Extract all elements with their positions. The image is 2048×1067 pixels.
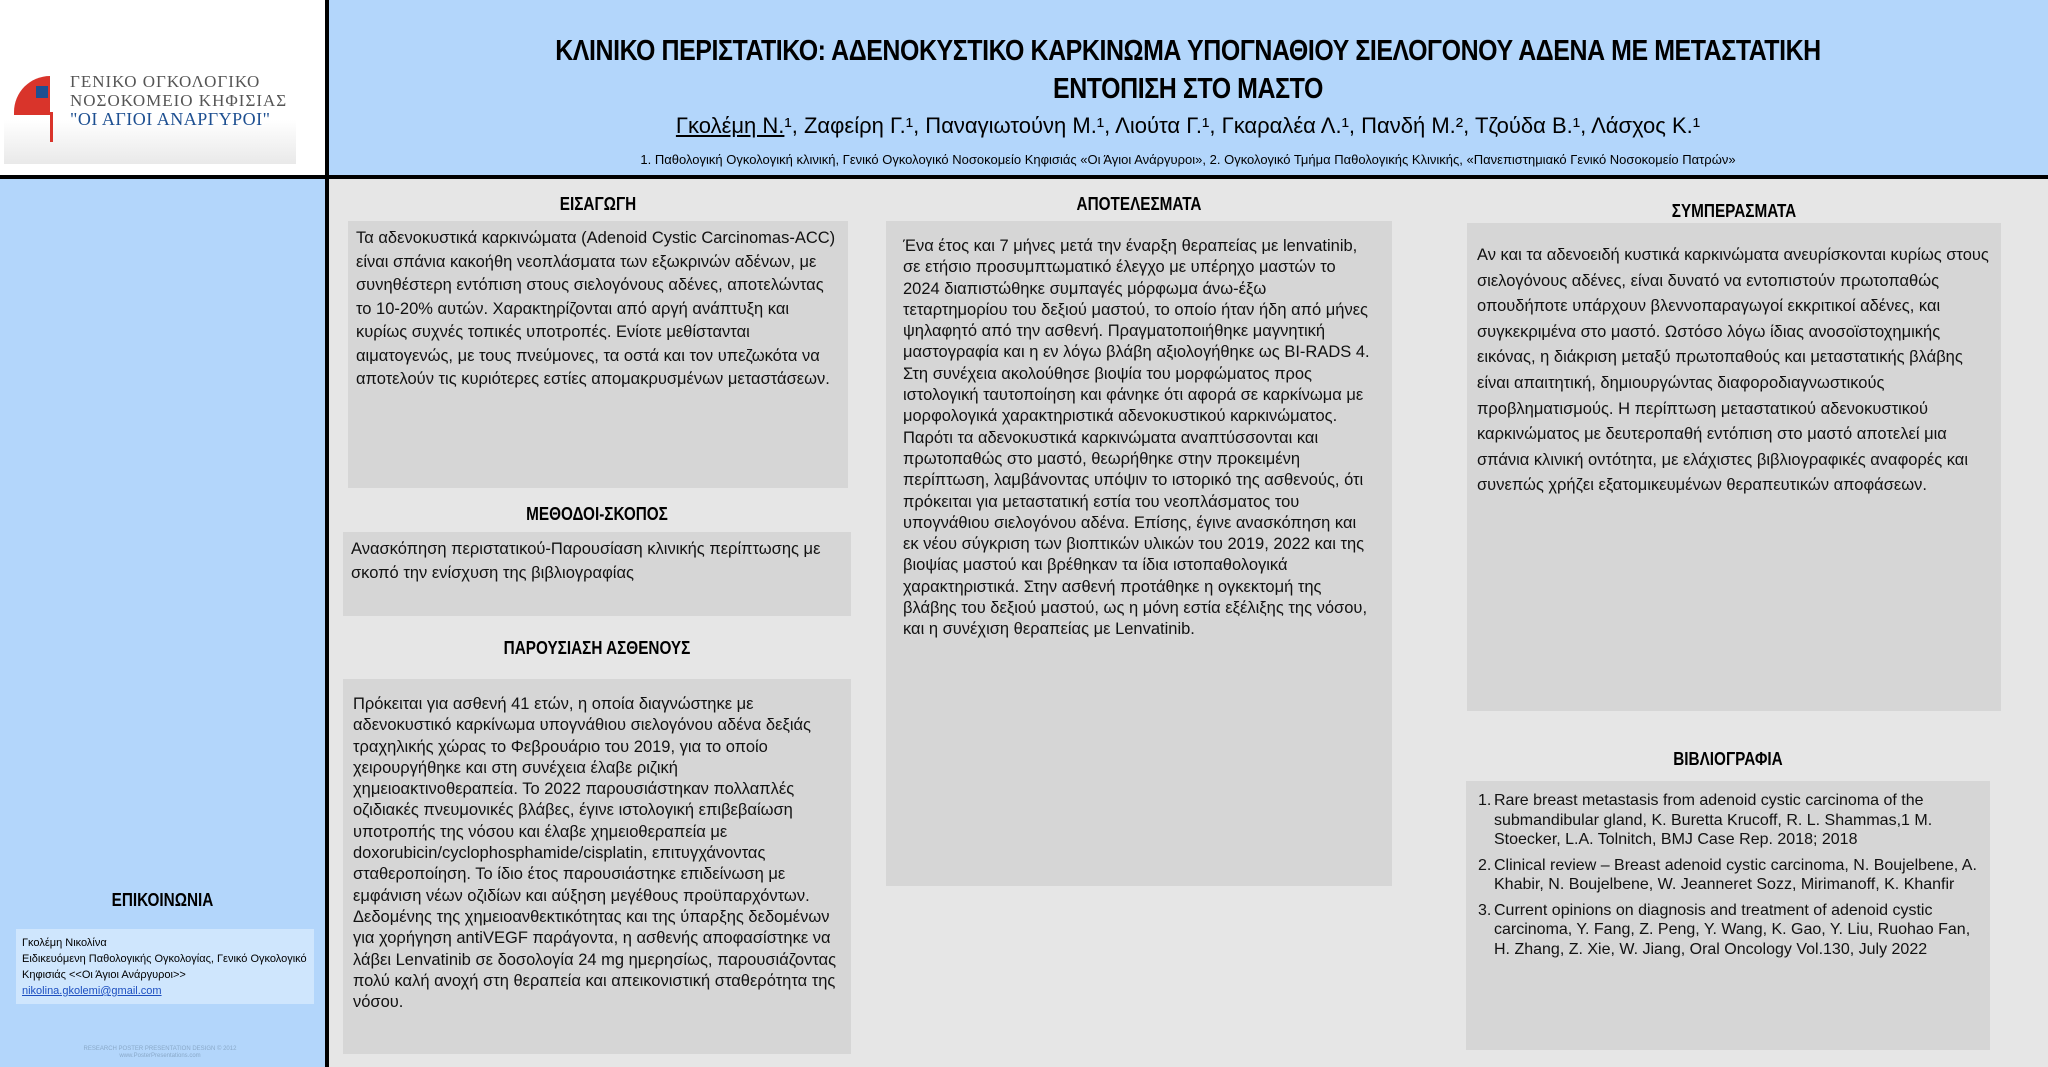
conclusions-text: Αν και τα αδενοειδή κυστικά καρκινώματα ανευρίσκονται κυρίως στους σιελογόνους αδένες, είναι δυνατό να εντοπιστούν πρωτοπαθώς οπουδήποτε υπάρχουν βλεννοπαραγωγοί εκκριτικοί αδένες, και συγκεκριμένα στο μαστό. Ωστόσο λόγω ίδιας ανοσοϊστοχημικής εικόνας, η διάκριση μεταξύ πρωτοπαθούς και μεταστατικής βλάβης είναι απαιτητική, δημιουργώντας διαφοροδιαγνωστικούς προβληματισμούς. Η περίπτωση μεταστατικού αδενοκυστικού καρκινώματος με δευτεροπαθή εντόπιση στο μαστό αποτελεί μια σπάνια κλινική οντότητα, με ελάχιστες βιβλιογραφικές αναφορές και συνεπώς χρήζει εξατομικευμένων θεραπευτικών αποφάσεων. xyxy=(1477,246,1989,495)
reference-item xyxy=(1478,791,1978,850)
reference-number: 1. xyxy=(1478,792,1492,809)
reference-number: 3. xyxy=(1478,901,1492,919)
contact-box xyxy=(16,929,314,1004)
patient-box xyxy=(343,679,851,1054)
contact-role: Ειδικευόμενη Παθολογικής Ογκολογίας, Γενικό Ογκολογικό Κηφισιάς <<Οι Άγιοι Ανάργυροι>> xyxy=(22,953,307,981)
affiliations: 1. Παθολογική Ογκολογική κλινική, Γενικό Ογκολογικό Νοσοκομείο Κηφισιάς «Οι Άγιοι Ανάργυροι», 2. Ογκολογικό Τμήμα Παθολογικής Κλινικής, «Πανεπιστημιακό Γενικό Νοσοκομείο Πατρών» xyxy=(640,152,1736,167)
intro-heading: ΕΙΣΑΓΩΓΗ xyxy=(559,194,637,214)
methods-text: Ανασκόπηση περιστατικού-Παρουσίαση κλινικής περίπτωσης με σκοπό την ενίσχυση της βιβλιογραφίας xyxy=(351,540,821,582)
references-box xyxy=(1466,781,1990,1050)
conclusions-heading: ΣΥΜΠΕΡΑΣΜΑΤΑ xyxy=(1671,201,1797,221)
authors-line xyxy=(328,113,2048,139)
hospital-emblem-icon xyxy=(14,76,56,142)
references-list xyxy=(1478,791,1978,959)
results-text: Ένα έτος και 7 μήνες μετά την έναρξη θεραπείας με lenvatinib, σε ετήσιο προσυμπτωματικό έλεγχο με υπέρηχο μαστών το 2024 διαπιστώθηκε συμπαγές μόρφωμα άνω-έξω τεταρτημορίου του δεξιού μαστού, το οποίο ήταν ήδη από μήνες ψηλαφητό από την ασθενή. Πραγματοποιήθηκε μαγνητική μαστογραφία και η εν λόγω βλάβη αξιολογήθηκε ως BI-RADS 4. Στη συνέχεια ακολούθησε βιοψία του μορφώματος προς ιστολογική ταυτοποίηση και φάνηκε ότι αφορά σε καρκίνωμα με μορφολογικά χαρακτηριστικά αδενοκυστικού καρκινώματος. xyxy=(903,237,1370,426)
reference-item xyxy=(1478,901,1978,960)
hospital-logo xyxy=(4,54,296,164)
hospital-logo-text xyxy=(70,72,290,129)
logo-area xyxy=(0,0,325,175)
references-heading: ΒΙΒΛΙΟΓΡΑΦΙΑ xyxy=(1673,749,1783,769)
poster-title: ΚΛΙΝΙΚΟ ΠΕΡΙΣΤΑΤΙΚΟ: ΑΔΕΝΟΚΥΣΤΙΚΟ ΚΑΡΚΙΝΩΜΑ ΥΠΟΓΝΑΘΙΟΥ ΣΙΕΛΟΓΟΝΟΥ ΑΔΕΝΑ ΜΕ ΜΕΤΑΣΤΑΤΙΚΗ ΕΝΤΟΠΙΣΗ ΣΤΟ ΜΑΣΤΟ xyxy=(555,35,1821,105)
patient-heading: ΠΑΡΟΥΣΙΑΣΗ ΑΣΘΕΝΟΥΣ xyxy=(503,638,691,658)
reference-text: Rare breast metastasis from adenoid cystic carcinoma of the submandibular gland, K. Buretta Krucoff, R. L. Shammas,1 M. Stoecker, L.A. Tolnitch, BMJ Case Rep. 2018; 2018 xyxy=(1494,792,1933,848)
patient-text: Πρόκειται για ασθενή 41 ετών, η οποία διαγνώστηκε με αδενοκυστικό καρκίνωμα υπογνάθιου σιελογόνου αδένα δεξιάς τραχηλικής χώρας το Φεβρουάριο του 2019, για το οποίο χειρουργήθηκε και στη συνέχεια έλαβε ριζική χημειοακτινοθεραπεία. Το 2022 παρουσιάστηκαν πολλαπλές οζιδιακές πνευμονικές βλάβες, έγινε ιστολογική επιβεβαίωση υποτροπής της νόσου και έλαβε χημειοθεραπεία με doxorubicin/cyclophosphamide/cisplatin, επιτυγχάνοντας σταθεροποίηση. Το ίδιο έτος παρουσιάστηκε επιδείνωση με εμφάνιση νέων οζιδίων και αύξηση μεγέθους προϋπαρχόντων. Δεδομένης της χημειοανθεκτικότητας και της ύπαρξης δεδομένων για χορήγηση antiVEGF παράγοντα, η ασθενής αποφασίστηκε να λάβει Lenvatinib σε δοσολογία 24 mg ημερησίως, παρουσιάζοντας πολύ καλή ανοχή στη θεραπεία και απεικονιστική σταθερότητα της νόσου. xyxy=(353,695,837,1012)
logo-line-2: ΝΟΣΟΚΟΜΕΙΟ ΚΗΦΙΣΙΑΣ xyxy=(70,91,288,110)
left-sidebar xyxy=(0,179,325,1067)
reference-item xyxy=(1478,856,1978,895)
conclusions-box xyxy=(1467,223,2001,711)
reference-text: Current opinions on diagnosis and treatment of adenoid cystic carcinoma, Y. Fang, Z. Peng, Y. Wang, K. Gao, Y. Liu, Ruohao Fan, H. Zhang, Z. Xie, W. Jiang, Oral Oncology Vol.130, July 2022 xyxy=(1494,901,1971,958)
poster-header xyxy=(328,0,2048,175)
poster-body xyxy=(329,179,2048,1067)
poster-footnote: RESEARCH POSTER PRESENTATION DESIGN © 2012 www.PosterPresentations.com xyxy=(83,1046,237,1059)
first-author: Γκολέμη Ν. xyxy=(675,113,785,138)
contact-heading: ΕΠΙΚΟΙΝΩΝΙΑ xyxy=(111,890,214,910)
logo-line-3: "ΟΙ ΑΓΙΟΙ ΑΝΑΡΓΥΡΟΙ" xyxy=(70,109,271,129)
methods-box xyxy=(343,532,851,616)
methods-heading: ΜΕΘΟΔΟΙ-ΣΚΟΠΟΣ xyxy=(526,504,668,524)
results-box xyxy=(886,221,1392,886)
contact-email-link[interactable]: nikolina.gkolemi@gmail.com xyxy=(22,985,162,997)
reference-number: 2. xyxy=(1478,856,1492,874)
logo-line-1: ΓΕΝΙΚΟ ΟΓΚΟΛΟΓΙΚΟ xyxy=(70,72,261,91)
co-authors: ¹, Ζαφείρη Γ.¹, Παναγιωτούνη Μ.¹, Λιούτα Γ.¹, Γκαραλέα Λ.¹, Πανδή Μ.², Τζούδα Β.¹, Λάσχος Κ.¹ xyxy=(784,113,1701,138)
results-heading: ΑΠΟΤΕΛΕΣΜΑΤΑ xyxy=(1076,194,1202,214)
reference-text: Clinical review – Breast adenoid cystic carcinoma, N. Boujelbene, A. Khabir, N. Boujelbene, W. Jeanneret Sozz, Mirimanoff, K. Khanfir xyxy=(1494,856,1977,893)
intro-box xyxy=(348,221,848,488)
intro-text: Τα αδενοκυστικά καρκινώματα (Adenoid Cystic Carcinomas-ACC) είναι σπάνια κακοήθη νεοπλάσματα των εξωκρινών αδένων, με συνηθέστερη εντόπιση στους σιελογόνους αδένες, αποτελώντας το 10-20% αυτών. Χαρακτηρίζονται από αργή ανάπτυξη και κυρίως συχνές τοπικές υποτροπές. Ενίοτε μεθίστανται αιματογενώς, με τους πνεύμονες, τα οστά και τον υπεζωκότα να αποτελούν τις κυριότερες εστίες απομακρυσμένων μεταστάσεων. xyxy=(356,229,836,388)
results-text-2: Παρότι τα αδενοκυστικά καρκινώματα αναπτύσσονται και πρωτοπαθώς στο μαστό, θεωρήθηκε στην προκειμένη περίπτωση, λαμβάνοντας υπόψιν το ιστορικό της ασθενούς, ότι πρόκειται για μεταστατική εστία του νεοπλάσματος του υπογνάθιου σιελογόνου αδένα. Επίσης, έγινε ανασκόπηση και εκ νέου σύγκριση των βιοπτικών υλικών του 2019, 2022 και της βιοψίας μαστού και βρέθηκαν τα ίδια ιστοπαθολογικά χαρακτηριστικά. Στην ασθενή προτάθηκε η ογκεκτομή της βλάβης του δεξιού μαστού, ως η μόνη εστία εξέλιξης της νόσου, και η συνέχιση θεραπείας με Lenvatinib. xyxy=(903,428,1368,639)
contact-name: Γκολέμη Νικολίνα xyxy=(22,937,107,949)
